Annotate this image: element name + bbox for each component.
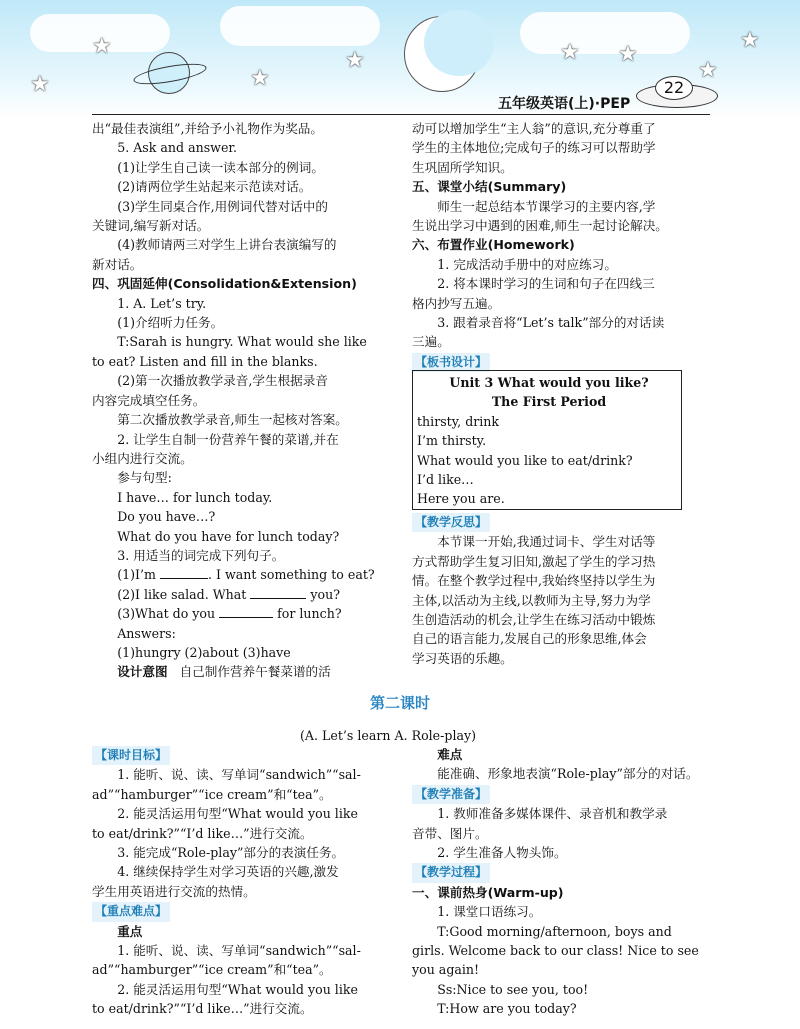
paragraph: T:How are you today? [437, 1001, 577, 1017]
paragraph: to eat? Listen and fill in the blanks. [92, 353, 318, 369]
paragraph: Do you have…? [117, 509, 216, 525]
board-line: Here you are. [417, 491, 505, 507]
paragraph: Answers: [117, 625, 176, 641]
right-column-bottom [412, 745, 712, 1019]
star-icon: ★ [30, 72, 50, 97]
paragraph: 方式帮助学生复习旧知,激起了学生的学习热 [412, 553, 656, 569]
paragraph: Ss:Nice to see you, too! [437, 981, 589, 997]
paragraph: (1)让学生自己读一读本部分的例词。 [117, 159, 324, 175]
paragraph: 4. 继续保持学生对学习英语的兴趣,激发 [117, 864, 339, 880]
blank-line [219, 605, 273, 618]
paragraph: to eat/drink?”“I’d like…”进行交流。 [92, 1001, 313, 1017]
paragraph: (1)介绍听力任务。 [117, 315, 224, 331]
right-column-top [412, 119, 712, 372]
paragraph: 音带、图片。 [412, 825, 488, 841]
blank-line [250, 586, 306, 599]
paragraph: 学生的主体地位;完成句子的练习可以帮助学 [412, 140, 656, 156]
fill-blank-2: (2)I like salad. What you? [117, 586, 340, 602]
paragraph: 自己的语言能力,发展自己的形象思维,体会 [412, 631, 647, 647]
paragraph: 2. 能灵活运用句型“What would you like [117, 981, 358, 997]
star-icon: ★ [698, 58, 718, 83]
paragraph: 动可以增加学生“主人翁”的意识,充分尊重了 [412, 121, 656, 136]
paragraph: 参与句型: [117, 470, 172, 486]
lesson-subtitle: (A. Let’s learn A. Role-play) [300, 728, 477, 743]
board-subtitle: The First Period [491, 394, 607, 410]
section-heading: 五、课堂小结(Summary) [412, 179, 567, 195]
design-intent: 设计意图 自己制作营养午餐菜谱的活 [117, 664, 331, 680]
paragraph: 2. 学生准备人物头饰。 [437, 845, 567, 861]
paragraph: T:Sarah is hungry. What would she like [117, 334, 367, 350]
paragraph: 1. 课堂口语练习。 [437, 904, 542, 920]
subheading: 难点 [437, 747, 463, 762]
paragraph: 生巩固所学知识。 [412, 159, 513, 175]
paragraph: 格内抄写五遍。 [412, 295, 501, 311]
paragraph: 1. 能听、说、读、写单词“sandwich”“sal- [117, 767, 361, 783]
paragraph: 出“最佳表演组”,并给予小礼物作为奖品。 [92, 121, 323, 136]
section-heading: 四、巩固延伸(Consolidation&Extension) [92, 276, 357, 292]
board-line: I’m thirsty. [417, 433, 487, 449]
board-line: What would you like to eat/drink? [417, 452, 633, 468]
page-header [0, 0, 800, 118]
paragraph: 能准确、形象地表演“Role-play”部分的对话。 [437, 766, 699, 782]
moon-shadow [424, 10, 494, 76]
paragraph: 2. 让学生自制一份营养午餐的菜谱,并在 [117, 431, 339, 447]
page-number: 22 [655, 76, 693, 100]
paragraph: 内容完成填空任务。 [92, 392, 206, 408]
paragraph: (4)教师请两三对学生上讲台表演编写的 [117, 237, 337, 253]
paragraph: to eat/drink?”“I’d like…”进行交流。 [92, 825, 313, 841]
paragraph: 小组内进行交流。 [92, 450, 193, 466]
star-icon: ★ [618, 42, 638, 67]
cloud-decoration [220, 6, 380, 46]
header-divider [92, 114, 710, 115]
preparation-tag: 【教学准备】 [412, 785, 490, 804]
paragraph: 主体,以活动为主线,以教师为主导,努力为学 [412, 592, 651, 608]
paragraph: 生说出学习中遇到的困难,师生一起讨论解决。 [412, 218, 668, 234]
paragraph: (3)学生同桌合作,用例词代替对话中的 [117, 198, 328, 214]
cloud-decoration [520, 12, 690, 54]
subheading: 重点 [117, 923, 143, 939]
fill-blank-1: (1)I’m . I want something to eat? [117, 567, 375, 583]
paragraph: (1)hungry (2)about (3)have [117, 644, 291, 660]
paragraph: ad”“hamburger”“ice cream”和“tea”。 [92, 962, 332, 978]
left-column-bottom [92, 745, 392, 1019]
paragraph: 第二次播放教学录音,师生一起核对答案。 [117, 412, 348, 428]
section-heading: 六、布置作业(Homework) [412, 237, 575, 253]
paragraph: I have… for lunch today. [117, 489, 273, 505]
paragraph: you again! [412, 962, 480, 978]
reflection-tag: 【教学反思】 [412, 513, 490, 532]
paragraph: girls. Welcome back to our class! Nice to see [412, 943, 699, 959]
board-design-box [412, 370, 682, 510]
star-icon: ★ [345, 48, 365, 73]
board-line: I’d like… [417, 472, 474, 488]
paragraph: 学习英语的乐趣。 [412, 650, 513, 666]
paragraph: 生创造活动的机会,让学生在练习活动中锻炼 [412, 612, 656, 628]
fill-blank-3: (3)What do you for lunch? [117, 606, 342, 622]
paragraph: 1. 能听、说、读、写单词“sandwich”“sal- [117, 943, 361, 959]
board-design-tag: 【板书设计】 [412, 353, 490, 372]
paragraph: 三遍。 [412, 334, 450, 350]
star-icon: ★ [560, 40, 580, 65]
star-icon: ★ [740, 28, 760, 53]
paragraph: What do you have for lunch today? [117, 528, 340, 544]
book-title: 五年级英语(上)·PEP [498, 96, 631, 112]
paragraph: 3. 跟着录音将“Let’s talk”部分的对话读 [437, 315, 665, 331]
paragraph: 3. 能完成“Role-play”部分的表演任务。 [117, 845, 345, 861]
paragraph: 1. A. Let’s try. [117, 295, 207, 311]
paragraph: (2)请两位学生站起来示范读对话。 [117, 179, 312, 195]
lesson-title: 第二课时 [369, 694, 430, 712]
process-tag: 【教学过程】 [412, 863, 490, 882]
paragraph: 2. 能灵活运用句型“What would you like [117, 806, 358, 822]
blank-line [160, 566, 208, 579]
paragraph: 学生用英语进行交流的热情。 [92, 883, 256, 899]
paragraph: 情。在整个教学过程中,我始终坚持以学生为 [412, 573, 656, 589]
paragraph: 1. 教师准备多媒体课件、录音机和教学录 [437, 806, 668, 822]
key-points-tag: 【重点难点】 [92, 902, 170, 921]
paragraph: T:Good morning/afternoon, boys and [437, 923, 672, 939]
star-icon: ★ [250, 66, 270, 91]
board-line: thirsty, drink [417, 413, 500, 429]
paragraph: 本节课一开始,我通过词卡、学生对话等 [437, 534, 656, 550]
paragraph: 3. 用适当的词完成下列句子。 [117, 547, 285, 563]
paragraph: 新对话。 [92, 256, 143, 272]
board-title: Unit 3 What would you like? [449, 375, 649, 390]
section-heading: 一、课前热身(Warm-up) [412, 884, 564, 900]
paragraph: ad”“hamburger”“ice cream”和“tea”。 [92, 786, 332, 802]
lesson-goal-tag: 【课时目标】 [92, 746, 170, 765]
star-icon: ★ [92, 34, 112, 59]
paragraph: 1. 完成活动手册中的对应练习。 [437, 256, 617, 272]
paragraph: (2)第一次播放教学录音,学生根据录音 [117, 373, 328, 389]
reflection-section [412, 512, 712, 668]
paragraph: 关键词,编写新对话。 [92, 218, 210, 234]
paragraph: 5. Ask and answer. [117, 140, 238, 156]
paragraph: 师生一起总结本节课学习的主要内容,学 [437, 198, 656, 214]
paragraph: 2. 将本课时学习的生词和句子在四线三 [437, 276, 655, 292]
left-column-top [92, 119, 392, 682]
